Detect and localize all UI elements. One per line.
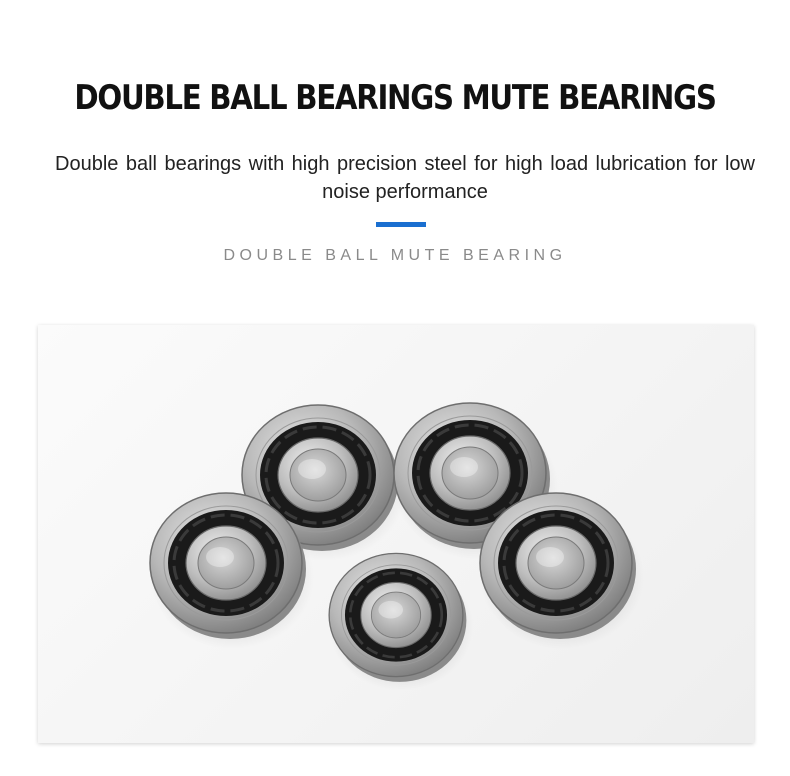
- bearing-front: [329, 553, 473, 690]
- accent-divider: [376, 222, 426, 227]
- page-title: DOUBLE BALL BEARINGS MUTE BEARINGS: [74, 78, 716, 118]
- product-photo: [38, 325, 754, 743]
- section-kicker: DOUBLE BALL MUTE BEARING: [223, 247, 567, 264]
- bearing-right: [480, 493, 644, 649]
- product-description: Double ball bearings with high precision steel for high load lubrication for low noise performance: [55, 153, 755, 203]
